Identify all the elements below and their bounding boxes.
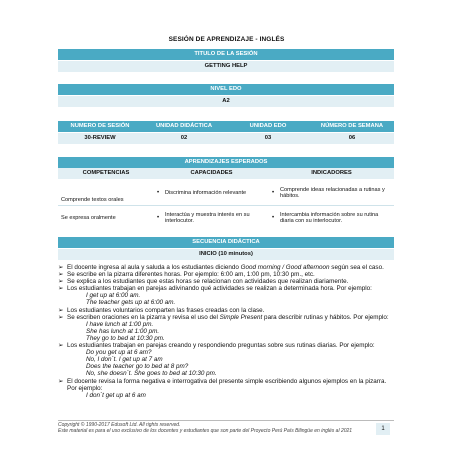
meta-value-row [58, 133, 394, 144]
arrow-bullet-icon: ➢ [58, 264, 64, 271]
bullet-text: Los estudiantes trabajan en parejas creando y respondiendo preguntas sobre sus rutinas diarias. Por ejemplo: [67, 342, 375, 350]
capacidad-text: Interactúa y muestra interés en su interlocutor. [165, 212, 250, 224]
bullet-text: Los estudiantes voluntarios comparten las frases creadas con la clase. [67, 306, 265, 314]
bullet-text: Se escribe en la pizarra diferentes horas. Por ejemplo: 6:00 am, 1:00 pm, 10:30 pm., etc. [67, 271, 315, 279]
capacidad-cell [154, 180, 269, 205]
bullet-text: Los estudiantes trabajan en parejas adivinando qué actividades se realizan a determinada hora. Por ejemplo: [67, 285, 372, 293]
indicador-cell [269, 180, 394, 205]
example-line: No, she doesn´t. She goes to bed at 10:30 pm. [86, 370, 217, 378]
example-line: She has lunch at 1:00 pm. [86, 327, 160, 335]
page-footer [58, 420, 394, 441]
bullet-line [58, 307, 394, 314]
bullet-icon: • [272, 189, 275, 196]
capacidad-cell [154, 206, 269, 230]
meta-value-edo: 03 [264, 135, 272, 141]
bullet-text [67, 264, 384, 271]
text-segment: según sea el caso. [329, 264, 384, 271]
learning-row [58, 206, 394, 230]
sequence-section-label: SECUENCIA DIDÁCTICA [58, 237, 394, 248]
example-line: I get up at 6:00 am. [86, 292, 141, 300]
text-segment: para describir rutinas y hábitos. Por ejemplo: [262, 313, 389, 321]
competencia-cell: Se expresa oralmente [61, 215, 116, 221]
learning-section-label: APRENDIZAJES ESPERADOS [58, 157, 394, 168]
learning-header-indicadores: INDICADORES [311, 170, 352, 176]
capacidad-text: Discrimina información relevante [165, 189, 247, 196]
footer-note: Este material es para el uso exclusivo de los docentes y estudiantes que son parte del Proyecto Perú País Bilingüe en inglés al 2021 [58, 428, 353, 434]
meta-header-row [58, 121, 394, 132]
footer-text [58, 421, 358, 434]
bullet-line [58, 271, 394, 278]
level-label: NIVEL EDO [58, 84, 394, 95]
bullet-icon: • [157, 215, 160, 221]
indicador-text: Intercambia información sobre su rutina diaria con su interlocutor. [280, 212, 379, 224]
bullet-line [58, 342, 394, 349]
example-line: I don´t get up at 6 am [86, 391, 146, 399]
level-value: A2 [58, 96, 394, 107]
competencia-cell: Comprende textos orales [61, 197, 124, 203]
learning-row [58, 180, 394, 206]
example-line: They go to bed at 10:30 pm. [86, 334, 165, 342]
bullet-line [58, 285, 394, 292]
bullet-text: Se explica a los estudiantes que estas horas se relacionan con actividades que realizan diariamente. [67, 278, 349, 286]
session-title-value: GETTING HELP [58, 61, 394, 72]
arrow-bullet-icon: ➢ [58, 342, 64, 350]
learning-header-row [58, 168, 394, 179]
arrow-bullet-icon: ➢ [58, 377, 64, 385]
bullet-line [58, 278, 394, 285]
arrow-bullet-icon: ➢ [58, 271, 64, 279]
sequence-body [58, 264, 394, 399]
indicador-cell [269, 206, 394, 230]
footer-copyright: Copyright © 1990-2017 Edusoft Ltd. All rights reserved. [58, 422, 181, 428]
learning-header-capacidades: CAPACIDADES [190, 170, 233, 176]
meta-value-week: 06 [348, 135, 356, 141]
learning-header-competencias: COMPETENCIAS [82, 170, 130, 176]
learning-table [58, 180, 394, 230]
example-line: The teacher gets up at 6:00 am. [86, 299, 176, 307]
example-line: Does the teacher go to bed at 8 pm? [86, 363, 189, 371]
sequence-start-label: INICIO (10 minutos) [58, 249, 394, 260]
text-segment: Se escriben oraciones en la pizarra y revisa el uso del [67, 313, 220, 321]
example-line: No, I don´t. I get up at 7 am [86, 356, 163, 364]
bullet-text: El docente revisa la forma negativa e interrogativa del presente simple escribiendo algunos ejemplos en la pizarra. Por ejemplo: [67, 377, 387, 392]
meta-header-edo: UNIDAD EDO [249, 123, 287, 129]
arrow-bullet-icon: ➢ [58, 306, 64, 314]
bullet-icon: • [157, 189, 160, 196]
arrow-bullet-icon: ➢ [58, 313, 64, 321]
bullet-icon: • [272, 215, 275, 221]
meta-value-unit: 02 [180, 135, 188, 141]
meta-header-session: NUMERO DE SESIÓN [70, 123, 130, 129]
arrow-bullet-icon: ➢ [58, 285, 64, 293]
indicador-text: Comprende ideas relacionadas a rutinas y hábitos. [280, 186, 385, 199]
meta-header-unit: UNIDAD DIDÁCTICA [155, 123, 213, 129]
italic-segment: Good morning / Good afternoon [240, 264, 330, 271]
bullet-text [67, 314, 389, 321]
bullet-line [58, 264, 394, 271]
meta-value-session: 30-REVIEW [84, 135, 116, 141]
italic-segment: Simple Present [219, 313, 263, 321]
page-title: SESIÓN DE APRENDIZAJE - INGLÉS [168, 36, 285, 43]
page-number: 1 [376, 423, 390, 435]
example-line: Do you get up at 6 am? [86, 349, 152, 357]
bullet-line [58, 314, 394, 321]
bullet-line [58, 378, 394, 392]
example-line: I have lunch at 1:00 pm. [86, 320, 154, 328]
text-segment: El docente ingresa al aula y saluda a los estudiantes diciendo [67, 264, 241, 271]
arrow-bullet-icon: ➢ [58, 278, 64, 286]
session-title-label: TITULO DE LA SESIÓN [58, 49, 394, 60]
meta-header-week: NÚMERO DE SEMANA [320, 123, 384, 129]
